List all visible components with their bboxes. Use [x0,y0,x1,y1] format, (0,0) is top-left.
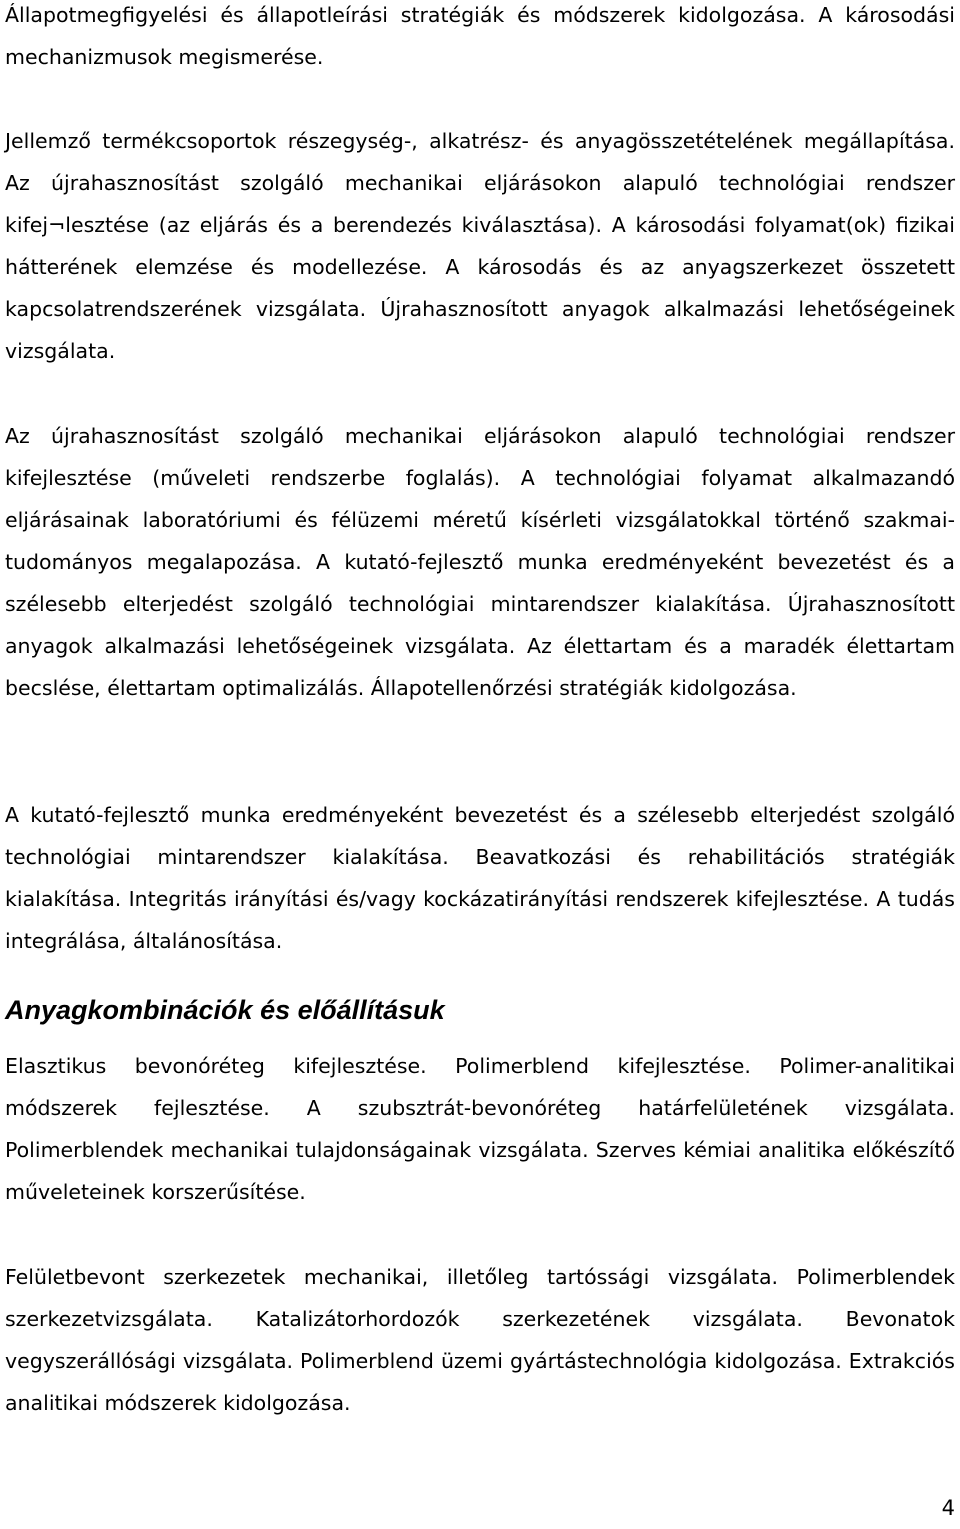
section-heading: Anyagkombinációk és előállításuk [5,995,445,1025]
paragraph-monitoring-strategies: Állapotmegfigyelési és állapotleírási stratégiák és módszerek kidolgozása. A károsodási mechanizmusok megismerése. [5,3,955,69]
paragraph-coatings-polymers: Elasztikus bevonóréteg kifejlesztése. Polimerblend kifejlesztése. Polimer-analitikai módszerek fejlesztése. A szubsztrát-bevonóréteg határfelületének vizsgálata. Polimerblendek mechanikai tulajdonságainak vizsgálata. Szerves kémiai analitika előkészítő műveleteinek korszerűsítése. [5,1054,955,1204]
paragraph-technology-system: Az újrahasznosítást szolgáló mechanikai eljárásokon alapuló technológiai rendszer kifejlesztése (műveleti rendszerbe foglalás). A technológiai folyamat alkalmazandó eljárásainak laboratóriumi és félüzemi méretű kísérleti vizsgálatokkal történő szakmai-tudományos megalapozása. A kutató-fejlesztő munka eredményeként bevezetést és a szélesebb elterjedést szolgáló technológiai mintarendszer kialakítása. Újrahasznosított anyagok alkalmazási lehetőségeinek vizsgálata. Az élettartam és a maradék élettartam becslése, élettartam optimalizálás. Állapotellenőrzési stratégiák kidolgozása. [5,424,955,700]
paragraph-research-results: A kutató-fejlesztő munka eredményeként bevezetést és a szélesebb elterjedést szolgáló technológiai mintarendszer kialakítása. Beavatkozási és rehabilitációs stratégiák kialakítása. Integritás irányítási és/vagy kockázatirányítási rendszerek kifejlesztése. A tudás integrálása, általánosítása. [5,803,955,953]
paragraph-product-composition: Jellemző termékcsoportok részegység-, alkatrész- és anyagösszetételének megállapítása. Az újrahasznosítást szolgáló mechanikai eljárásokon alapuló technológiai rendszer kifej¬lesztése (az eljárás és a berendezés kiválasztása). A károsodási folyamat(ok) fizikai hátterének elemzése és modellezése. A károsodás és az anyagszerkezet összetett kapcsolatrendszerének vizsgálata. Újrahasznosított anyagok alkalmazási lehetőségeinek vizsgálata. [5,129,955,363]
paragraph-structure-tests: Felületbevont szerkezetek mechanikai, illetőleg tartóssági vizsgálata. Polimerblendek szerkezetvizsgálata. Katalizátorhordozók szerkezetének vizsgálata. Bevonatok vegyszerállósági vizsgálata. Polimerblend üzemi gyártástechnológia kidolgozása. Extrakciós analitikai módszerek kidolgozása. [5,1265,955,1415]
page-number: 4 [941,1496,955,1520]
